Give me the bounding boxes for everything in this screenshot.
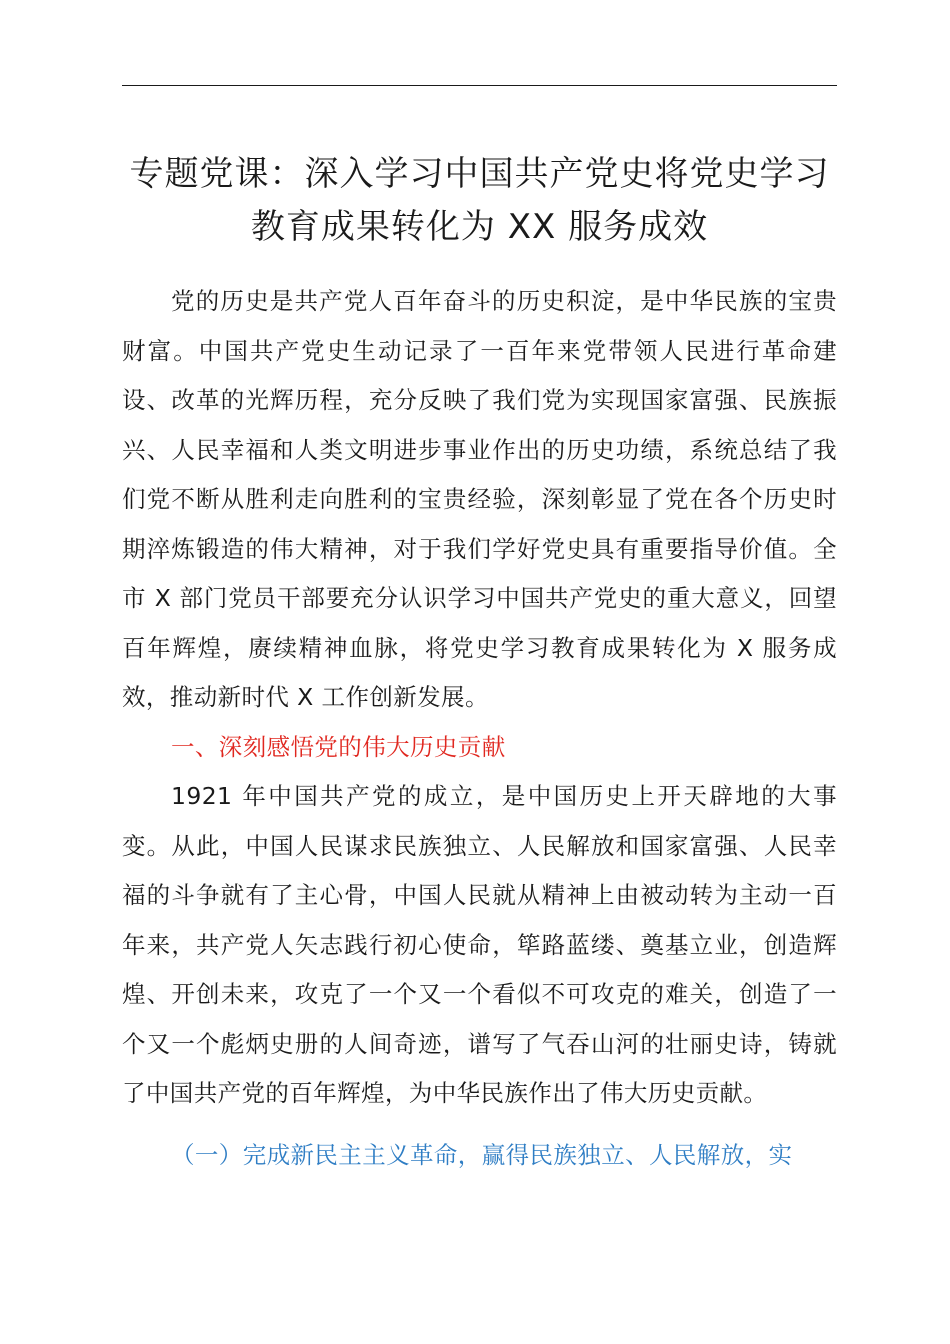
section-heading-1: 一、深刻感悟党的伟大历史贡献 [171, 732, 506, 761]
header-rule [122, 85, 837, 86]
document-body [122, 277, 837, 1180]
page-title [122, 148, 837, 254]
intro-paragraph: 党的历史是共产党人百年奋斗的历史积淀，是中华民族的宝贵财富。中国共产党史生动记录了一百年来党带领人民进行革命建设、改革的光辉历程，充分反映了我们党为实现国家富强、民族振兴、人民幸福和人类文明进步事业作出的历史功绩，系统总结了我们党不断从胜利走向胜利的宝贵经验，深刻彰显了党在各个历史时期淬炼锻造的伟大精神，对于我们学好党史具有重要指导价值。全市 X 部门党员干部要充分认识学习中国共产党史的重大意义，回望百年辉煌，赓续精神血脉，将党史学习教育成果转化为 X 服务成效，推动新时代 X 工作创新发展。 [122, 287, 837, 711]
subsection-heading-1: （一）完成新民主主义革命，赢得民族独立、人民解放，实 [171, 1140, 793, 1169]
section-1-paragraph: 1921 年中国共产党的成立，是中国历史上开天辟地的大事变。从此，中国人民谋求民族独立、人民解放和国家富强、人民幸福的斗争就有了主心骨，中国人民就从精神上由被动转为主动一百年来，共产党人矢志践行初心使命，筚路蓝缕、奠基立业，创造辉煌、开创未来，攻克了一个又一个看似不可攻克的难关，创造了一个又一个彪炳史册的人间奇迹，谱写了气吞山河的壮丽史诗，铸就了中国共产党的百年辉煌，为中华民族作出了伟大历史贡献。 [122, 782, 837, 1107]
title-line-2: 教育成果转化为 XX 服务成效 [250, 207, 709, 247]
title-line-1: 专题党课：深入学习中国共产党史将党史学习 [129, 154, 830, 194]
